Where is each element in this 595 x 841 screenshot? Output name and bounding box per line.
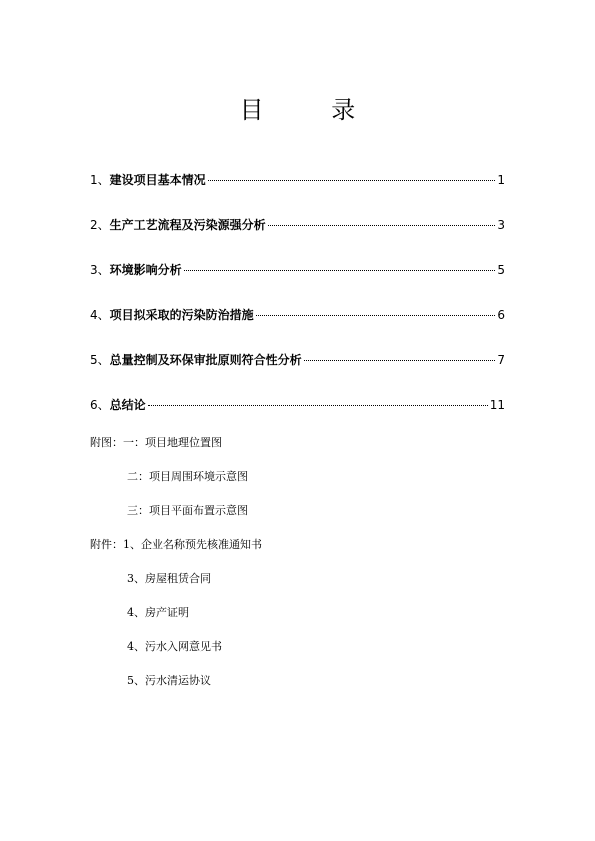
attachment-item-2: 3、房屋租赁合同 — [127, 572, 211, 585]
toc-number: 4、 — [90, 308, 110, 322]
toc-page-number: 3 — [497, 218, 505, 232]
toc-number: 5、 — [90, 353, 110, 367]
toc-label: 环境影响分析 — [109, 263, 182, 277]
attachment-item-5: 5、污水清运协议 — [127, 674, 211, 687]
toc-label: 总结论 — [109, 398, 146, 412]
toc-page-number: 1 — [497, 173, 505, 187]
toc-entry-4[interactable] — [90, 307, 505, 323]
toc-dot-leader — [148, 405, 488, 406]
toc-entry-3[interactable] — [90, 262, 505, 278]
toc-label: 生产工艺流程及污染源强分析 — [109, 218, 266, 232]
figure-item-3: 三：项目平面布置示意图 — [127, 504, 248, 517]
toc-entry-1[interactable] — [90, 172, 505, 188]
toc-number: 3、 — [90, 263, 110, 277]
toc-dot-leader — [184, 270, 496, 271]
toc-dot-leader — [208, 180, 496, 181]
figure-item-1: 一：项目地理位置图 — [123, 436, 222, 449]
figures-section — [90, 436, 222, 450]
figure-item-2: 二：项目周围环境示意图 — [127, 470, 248, 483]
toc-page-number: 6 — [497, 308, 505, 322]
toc-entry-2[interactable] — [90, 217, 505, 233]
toc-page-number: 7 — [497, 353, 505, 367]
figures-heading: 附图： — [90, 436, 123, 449]
toc-dot-leader — [268, 225, 496, 226]
toc-label: 建设项目基本情况 — [109, 173, 206, 187]
toc-number: 2、 — [90, 218, 110, 232]
page-title: 目 录 — [239, 96, 386, 124]
toc-label: 总量控制及环保审批原则符合性分析 — [109, 353, 302, 367]
attachment-item-4: 4、污水入网意见书 — [127, 640, 222, 653]
toc-label: 项目拟采取的污染防治措施 — [109, 308, 254, 322]
toc-number: 1、 — [90, 173, 110, 187]
attachment-item-3: 4、房产证明 — [127, 606, 189, 619]
toc-page-number: 5 — [497, 263, 505, 277]
toc-dot-leader — [304, 360, 496, 361]
toc-number: 6、 — [90, 398, 110, 412]
toc-dot-leader — [256, 315, 496, 316]
toc-entry-5[interactable] — [90, 352, 505, 368]
toc-entry-6[interactable] — [90, 397, 505, 413]
attachment-item-1: 1、企业名称预先核准通知书 — [123, 538, 262, 551]
toc-page-number: 11 — [489, 398, 505, 412]
attachments-heading: 附件： — [90, 538, 123, 551]
attachments-section — [90, 538, 262, 552]
